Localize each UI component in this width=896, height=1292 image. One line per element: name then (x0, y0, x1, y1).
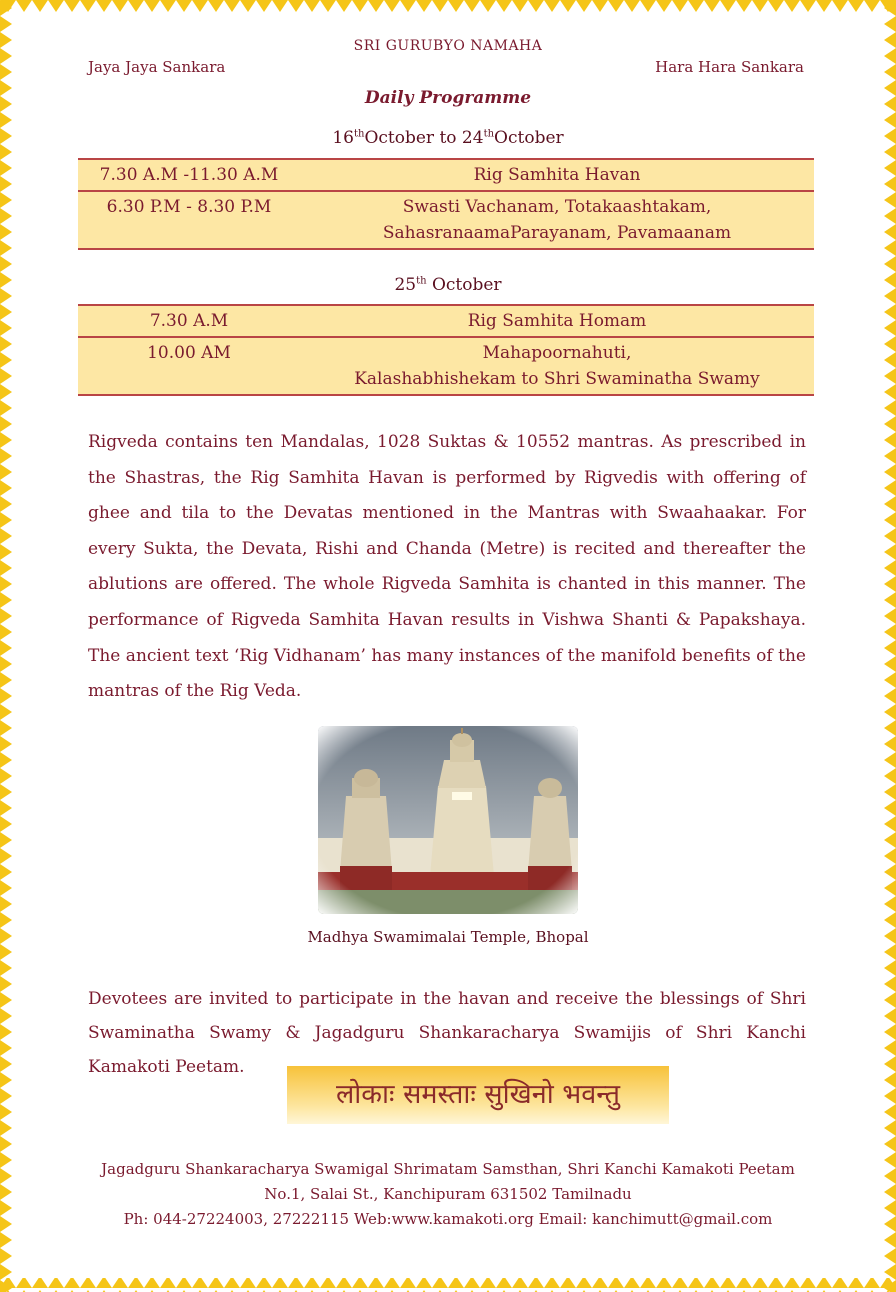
table-row (78, 337, 814, 395)
invitation-text: Devotees are invited to participate in the havan and receive the blessings of Shri Swaminatha Swamy & Jagadguru Shankaracharya Swamijis of Shri Kanchi Kamakoti Peetam. (88, 989, 806, 1077)
invocation-heading: SRI GURUBYO NAMAHA (353, 38, 543, 54)
event-cell: Swasti Vachanam, Totakaashtakam, SahasranaamaParayanam, Pavamaanam (300, 191, 814, 249)
temple-photo (318, 726, 578, 914)
table-row (78, 305, 814, 337)
photo-caption: Madhya Swamimalai Temple, Bhopal (307, 928, 589, 946)
table-row (78, 191, 814, 249)
footer-organisation: Jagadguru Shankaracharya Swamigal Shrimatam Samsthan, Shri Kanchi Kamakoti Peetam (101, 1160, 795, 1178)
time-cell: 7.30 A.M (78, 305, 300, 337)
event-cell: Rig Samhita Havan (300, 159, 814, 191)
schedule1-table (78, 158, 814, 250)
page-title: Daily Programme (364, 88, 532, 108)
event-cell: Mahapoornahuti, Kalashabhishekam to Shri Swaminatha Swamy (300, 337, 814, 395)
time-cell: 10.00 AM (78, 337, 300, 395)
sanskrit-banner: लोकाः समस्ताः सुखिनो भवन्तु (287, 1066, 669, 1124)
footer-address: No.1, Salai St., Kanchipuram 631502 Tamilnadu (264, 1185, 632, 1203)
footer-contact: Ph: 044-27224003, 27222115 Web:www.kamakoti.org Email: kanchimutt@gmail.com (123, 1210, 773, 1228)
rigveda-description: Rigveda contains ten Mandalas, 1028 Suktas & 10552 mantras. As prescribed in the Shastras, the Rig Samhita Havan is performed by Rigvedis with offering of ghee and tila to the Devatas mentioned in the Mantras with Swaahaakar. For every Sukta, the Devata, Rishi and Chanda (Metre) is recited and thereafter the ablutions are offered. The whole Rigveda Samhita is chanted in this manner. The performance of Rigveda Samhita Havan results in Vishwa Shanti & Papakshaya. The ancient text ‘Rig Vidhanam’ has many instances of the manifold benefits of the mantras of the Rig Veda. (88, 432, 806, 702)
schedule1-title: 16thOctober to 24thOctober (332, 128, 564, 148)
temple-illustration (318, 726, 578, 914)
time-cell: 7.30 A.M -11.30 A.M (78, 159, 300, 191)
header-left-text: Jaya Jaya Sankara (88, 58, 226, 76)
time-cell: 6.30 P.M - 8.30 P.M (78, 191, 300, 249)
event-cell: Rig Samhita Homam (300, 305, 814, 337)
schedule2-title: 25th October (394, 275, 502, 295)
schedule2-table (78, 304, 814, 396)
table-row (78, 159, 814, 191)
header-right-text: Hara Hara Sankara (655, 58, 804, 76)
